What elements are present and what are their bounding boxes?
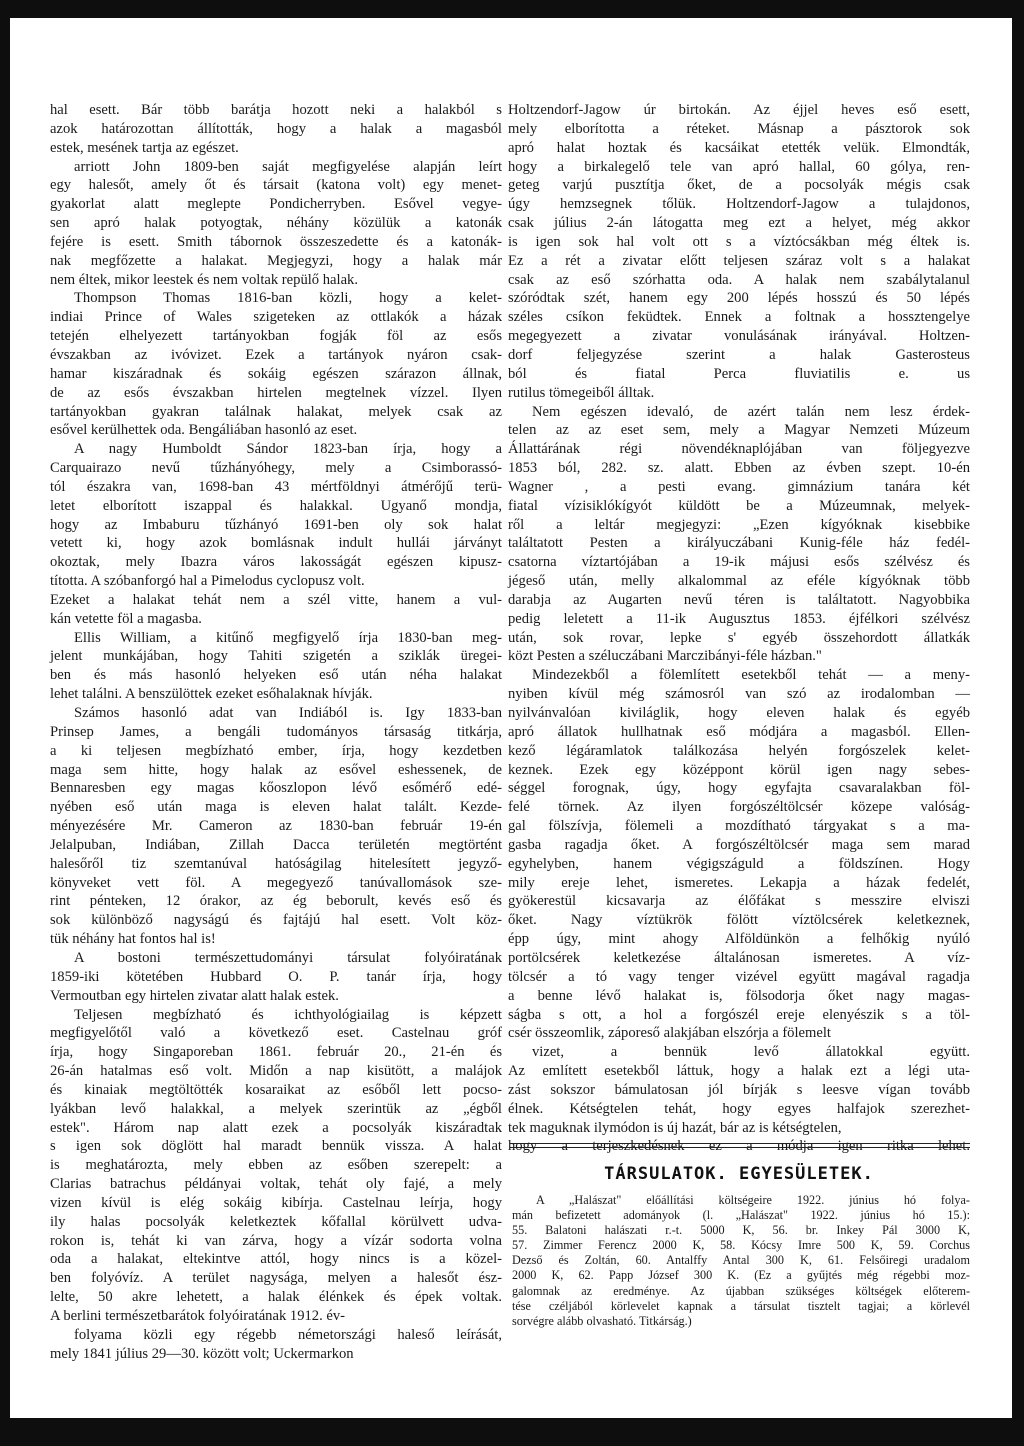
text-line: úgy hemzsegnek tőlük. Holtzendorf-Jagow a tulajdonos,: [508, 196, 970, 213]
text-line: maga sem hitte, hogy halak az esővel eshessenek, de: [50, 761, 502, 778]
text-line: rint pénteken, 12 órakor, az ég beborult, kevés eső és: [50, 893, 502, 910]
text-line: szóródtak szét, hanem egy 200 lépés hosszú és 50 lépés: [508, 290, 970, 307]
text-line: 1853 ból, 282. sz. alatt. Ebben az évben szept. 10-én: [508, 460, 970, 477]
scan-border-top: [0, 0, 1024, 18]
text-line: ben és más hasonló helyeken eső után néha halakat: [50, 667, 502, 684]
text-line: nak megfőzette a halakat. Megjegyzi, hogy a halak már: [50, 252, 502, 269]
text-line: darabja az Augarten nevű téren is találtatott. Nagyobbika: [508, 591, 970, 608]
text-line: A bostoni természettudományi társulat folyóiratának: [74, 949, 502, 966]
text-line: séggel forognak, úgy, hogy egyfajta csavaralakban föl-: [508, 780, 970, 797]
text-line: mely 1841 július 29—30. között volt; Uckermarkon: [50, 1345, 354, 1362]
text-line: tól északra van, 1698-ban 43 mértföldnyi átmérőjű terü-: [50, 478, 502, 495]
text-line: ményezésére Mr. Cameron az 1830-ban február 19-én: [50, 818, 502, 835]
text-line: arriott John 1809-ben saját megfigyelése alapján leírt: [74, 158, 502, 175]
text-line: gal fölszívja, fölemeli a mozdítható tárgyakat s a ma-: [508, 818, 970, 835]
text-line: nyilvánvalóan kiviláglik, hogy eleven halak és egyéb: [508, 705, 970, 721]
text-line: Nem egészen idevaló, de azért talán nem lesz érdek-: [532, 403, 970, 420]
text-line: kező légáramlatok találkozása helyén forgószelek kelet-: [508, 742, 970, 759]
text-line: oda a halakat, eltekintve attól, hogy nincs is a közel-: [50, 1251, 502, 1268]
scan-border-right: [1012, 0, 1024, 1446]
text-line: Wagner , a pesti evang. gimnázium tanára két: [508, 478, 970, 495]
text-line: estek". Három nap alatt ezek a pocsolyák kiszáradtak: [50, 1119, 502, 1136]
text-line: egy halesőt, amely őt és társait (katona volt) egy menet-: [50, 177, 502, 194]
left-text-column: [50, 101, 502, 1364]
text-line: Clarias batrachus példányai voltak, tehát oly fajé, a mely: [50, 1176, 502, 1193]
text-line: tek maguknak ilymódon is új hazát, bár az is kétségtelen,: [508, 1119, 842, 1136]
text-line: a benne lévő halakat is, fölsodorja őket nagy magas-: [508, 987, 970, 1004]
text-line: fejére is esett. Smith tábornok összeszedette és a katonák-: [50, 233, 502, 250]
text-line: jelent munkájában, hogy Tahiti szigetén a sziklák üregei-: [50, 648, 502, 665]
text-line: Vermoutban egy hirtelen zivatar alatt halak estek.: [50, 987, 339, 1004]
donation-notice: [512, 1193, 970, 1329]
text-line: után, sok rovar, lepke s' egyéb összehordott állatkák: [508, 629, 970, 646]
text-line: ben folyóvíz. A terület nagysága, melyen a halesőt ész-: [50, 1270, 502, 1287]
text-line: mely elborította a réteket. Másnap a pásztorok sok: [508, 120, 970, 137]
text-line: közt Pesten a széluczábani Marczibányi-féle házban.": [508, 648, 822, 665]
section-heading: TÁRSULATOK. EGYESÜLETEK.: [604, 1164, 874, 1184]
text-line: megegyezett a zivatar vonulásának irányával. Holtzen-: [508, 328, 970, 345]
text-line: esővel kerülhettek oda. Bengáliában hasonló az eset.: [50, 422, 358, 439]
text-line: 2000 K, 62. Papp József 300 K. (Ez a gyűjtés még régebbi moz-: [512, 1268, 970, 1283]
text-line: őket. Nagy víztükrök fölött víztölcsérek keletkeznek,: [508, 912, 970, 929]
text-line: sok különböző nagyságú és fajtájú hal esett. Volt köz-: [50, 912, 502, 929]
text-line: s igen sok döglött hal maradt bennük vissza. A halat: [50, 1138, 502, 1155]
text-line: okoztak, mely Ibazra város lakosságát egészen kipusz-: [50, 554, 502, 571]
text-line: estek, mesének tartja az egészet.: [50, 139, 239, 156]
text-line: mily ereje lehet, ismeretes. Lekapja a házak fedelét,: [508, 874, 970, 891]
text-line: a ki teljesen megbízható ember, írja, hogy kezdetben: [50, 742, 502, 759]
text-line: telen az az eset sem, mely a Magyar Nemzeti Múzeum: [508, 422, 970, 439]
text-line: lelte, 50 akre lehetett, a halak élénkek és épek voltak.: [50, 1289, 502, 1306]
text-line: tetején elhelyezett tartányokban fogják föl az esős: [50, 328, 502, 345]
text-line: felé törnek. Az ilyen forgószéltölcsér közepe valóság-: [508, 799, 970, 816]
text-line: folyama közli egy régebb németországi haleső leírását,: [74, 1326, 502, 1343]
text-line: vizet, a bennük levő állatokkal együtt.: [532, 1044, 970, 1061]
text-line: A „Halászat" előállítási költségeire 1922. június hó folya-: [536, 1193, 970, 1207]
text-line: indiai Prince of Wales szigeteken az ottlakók a házak: [50, 309, 502, 326]
text-line: Teljesen megbízható és ichthyológiailag is képzett: [74, 1006, 502, 1023]
text-line: lehet találni. A benszülöttek ezeket esőhalaknak hívják.: [50, 686, 373, 703]
text-line: széles csíkon feküdtek. Ennek a foltnak a hossztengelye: [508, 309, 970, 326]
text-line: Az említett esetekből láttuk, hogy a halak ezt a légi uta-: [508, 1063, 970, 1080]
text-line: évszakban az ivóvizet. Ezek a tartányok nyáron csak-: [50, 346, 502, 363]
text-line: ről a leltár megjegyzi: „Ezen kígyóknak kisebbike: [508, 516, 970, 533]
text-line: Carquairazo nevű tűzhányóhegy, mely a Csimborassó-: [50, 460, 502, 477]
text-line: gasba ragadja őket. A forgószéltölcsér maga sem marad: [508, 836, 970, 853]
text-line: Thompson Thomas 1816-ban közli, hogy a kelet-: [74, 290, 502, 307]
text-line: könyveket vett föl. A megegyező tanúvallomások sze-: [50, 874, 502, 891]
text-line: sen apró halak potyogtak, néhány közülük a katonák: [50, 215, 502, 232]
text-line: hogy az Imbaburu tűzhányó 1691-ben oly sok halat: [50, 516, 502, 533]
text-line: rutilus tömegeiből álltak.: [508, 384, 655, 401]
text-line: is igen sok hal volt ott s a víztócsákban még éltek is.: [508, 233, 970, 250]
text-line: A nagy Humboldt Sándor 1823-ban írja, hogy a: [74, 441, 502, 458]
text-line: gyökerestül kicsavarja az élőfákat s messzire elviszi: [508, 893, 970, 910]
text-line: Ezeket a halakat tehát nem a szél vitte, hanem a vul-: [50, 591, 502, 608]
text-line: Dezső és Zoltán, 60. Antalffy Antal 300 K, 61. Felsőiregi uradalom: [512, 1253, 970, 1268]
text-line: tartányokban gyakran találnak halakat, melyek csak az: [50, 403, 502, 420]
text-line: lyákban levő halakkal, a melyek szerintük az „égből: [50, 1100, 502, 1117]
text-line: Holtzendorf-Jagow úr birtokán. Az éjjel heves eső esett,: [508, 102, 970, 118]
text-line: hal esett. Bár több barátja hozott neki a halakból s: [50, 102, 502, 118]
text-line: 1859-iki kötetében Hubbard O. P. tanár írja, hogy: [50, 968, 502, 985]
text-line: épp úgy, mint ahogy Alföldünkön a felhőkig nyúló: [508, 931, 970, 948]
text-line: egyhelyben, hanem végigszáguld a földszínen. Hogy: [508, 855, 970, 872]
scan-border-bottom: [0, 1418, 1024, 1446]
text-line: ságba s ott, a hol a forgószél ereje elenyészik s a töl-: [508, 1006, 970, 1023]
text-line: apró halat hoztak és kacsáikat etették velük. Elmondták,: [508, 139, 970, 156]
text-line: hogy a terjeszkedésnek ez a módja igen ritka lehet.: [508, 1138, 970, 1155]
text-line: Prinsep James, a bengáli tudományos társaság titkárja,: [50, 723, 502, 740]
text-line: gyakorlat alatt meglepte Pondicherryben. Esővel vegye-: [50, 196, 502, 213]
text-line: ból és fiatal Perca fluviatilis e. us: [508, 365, 970, 382]
text-line: keznek. Ezek egy középpont körül igen nagy sebes-: [508, 761, 970, 778]
text-line: nyében eső után maga is eleven halat talált. Kezde-: [50, 799, 502, 816]
text-line: és kinaiak megtöltötték kosaraikat az esőből lett pocso-: [50, 1081, 502, 1098]
text-line: nem éltek, mikor leestek és nem voltak repülő halak.: [50, 271, 358, 288]
text-line: kán vetette föl a magasba.: [50, 610, 202, 627]
text-line: sorvégre alább olvasható. Titkárság.): [512, 1313, 692, 1328]
text-line: tította. A szóbanforgó hal a Pimelodus cyclopusz volt.: [50, 573, 365, 590]
text-line: azok határozottan állították, hogy a halak a magasból: [50, 120, 502, 137]
text-line: Állattárának régi növendéknaplójában van följegyezve: [508, 441, 970, 458]
text-line: Jelalpuban, Indiában, Zillah Dacca területén megtörtént: [50, 836, 502, 853]
right-text-column: [508, 101, 970, 1156]
text-line: hogy a birkalegelő tele van apró hallal, 60 gólya, ren-: [508, 158, 970, 175]
scan-border-left: [0, 0, 10, 1446]
text-line: ily halas pocsolyák keletkeztek kőfallal körülvett udva-: [50, 1213, 502, 1230]
text-line: apró állatok hullhatnak eső módjára a magasból. Ellen-: [508, 723, 970, 740]
text-line: letet elborított iszappal és halakkal. Ugyanő mondja,: [50, 497, 502, 514]
text-line: Ez a rét a zivatar előtt teljesen száraz volt s a halakat: [508, 252, 970, 269]
text-line: galomnak az eredménye. Az újabban szükséges költségek előterem-: [512, 1283, 970, 1298]
text-line: 57. Zimmer Ferencz 2000 K, 58. Kócsy Imre 500 K, 59. Corchus: [512, 1238, 970, 1253]
text-line: találtatott Pesten a királyuczábani Kunig-féle ház fedél-: [508, 535, 970, 552]
text-line: 26-án hatalmas eső volt. Midőn a nap kisütött, a malájok: [50, 1063, 502, 1080]
text-line: tése czéljából körlevelet kapnak a társulat tisztelt tagjai; a körlevél: [512, 1298, 970, 1313]
text-line: csak az eső szórhatta oda. A halak nem szabálytalanul: [508, 271, 970, 288]
text-line: halesőről tiz szemtanúval hatóságilag hitelesített jegyző-: [50, 855, 502, 872]
text-line: zást sokszor bámulatosan jól bírják s leesve vígan tovább: [508, 1081, 970, 1098]
text-line: tölcsér a tó vagy tenger vizével együtt magával ragadja: [508, 968, 970, 985]
text-line: dorf feljegyzése szerint a halak Gasterosteus: [508, 346, 970, 363]
text-line: Számos hasonló adat van Indiából is. Igy 1833-ban: [74, 705, 502, 721]
text-line: írja, hogy Singaporeban 1861. február 20., 21-én és: [50, 1044, 502, 1061]
text-line: tük néhány hat fontos hal is!: [50, 931, 216, 948]
text-line: rokon is, tehát ki van zárva, hogy a vízár sodorta volna: [50, 1232, 502, 1249]
text-line: 55. Balatoni halászati r.-t. 5000 K, 56. br. Inkey Pál 3000 K,: [512, 1223, 970, 1238]
text-line: megfigyelőtől való a következő eset. Castelnau gróf: [50, 1025, 502, 1042]
text-line: nyiben kívül még számosról van szó az irodalomban —: [508, 686, 970, 703]
section-divider-bottom: [510, 1147, 970, 1148]
text-line: is meghatározta, mely ebben az esőben szerepelt: a: [50, 1157, 502, 1174]
text-line: jégeső után, melly alkalommal az eféle kígyóknak több: [508, 573, 970, 590]
text-line: vetett ki, hogy azok bomlásnak indult hullái járványt: [50, 535, 502, 552]
text-line: fiatal vízisiklókígyót küldött be a Múzeumnak, melyek-: [508, 497, 970, 514]
text-line: csak július 2-án látogatta meg ezt a helyet, még akkor: [508, 215, 970, 232]
text-line: Ellis William, a kitűnő megfigyelő írja 1830-ban meg-: [74, 629, 502, 646]
text-line: portölcsérek keletkezése általánosan ismeretes. A víz-: [508, 949, 970, 966]
text-line: hamar kiszáradnak és sokáig egészen szárazon állnak,: [50, 365, 502, 382]
text-line: A berlini természetbarátok folyóiratának 1912. év-: [50, 1308, 346, 1324]
text-line: csér összeomlik, záporeső alakjában elszórja a fölemelt: [508, 1025, 831, 1042]
text-line: geteg varjú pusztítja őket, de a pocsolyák mégis csak: [508, 177, 970, 194]
text-line: de az esős évszakban hirtelen megtelnek vízzel. Ilyen: [50, 384, 502, 401]
text-line: Bennaresben egy magas kőoszlopon lévő esőmérő edé-: [50, 780, 502, 797]
text-line: mán befizetett adományok (l. „Halászat" 1922. június hó 15.):: [512, 1208, 970, 1223]
text-line: pedig leletett a 11-ik Augusztus 1853. éjfélkori szélvész: [508, 610, 970, 627]
text-line: élnek. Kétségtelen tehát, hogy egyes halfajok szerezhet-: [508, 1100, 970, 1117]
section-divider-top: [510, 1143, 970, 1144]
text-line: Mindezekből a fölemlített esetekből tehát — a meny-: [532, 667, 970, 684]
text-line: vizen kívül is elég sokáig kibírja. Castelnau leírja, hogy: [50, 1194, 502, 1211]
text-line: csatorna víztartójában a 19-ik májusi esős szélvész és: [508, 554, 970, 571]
